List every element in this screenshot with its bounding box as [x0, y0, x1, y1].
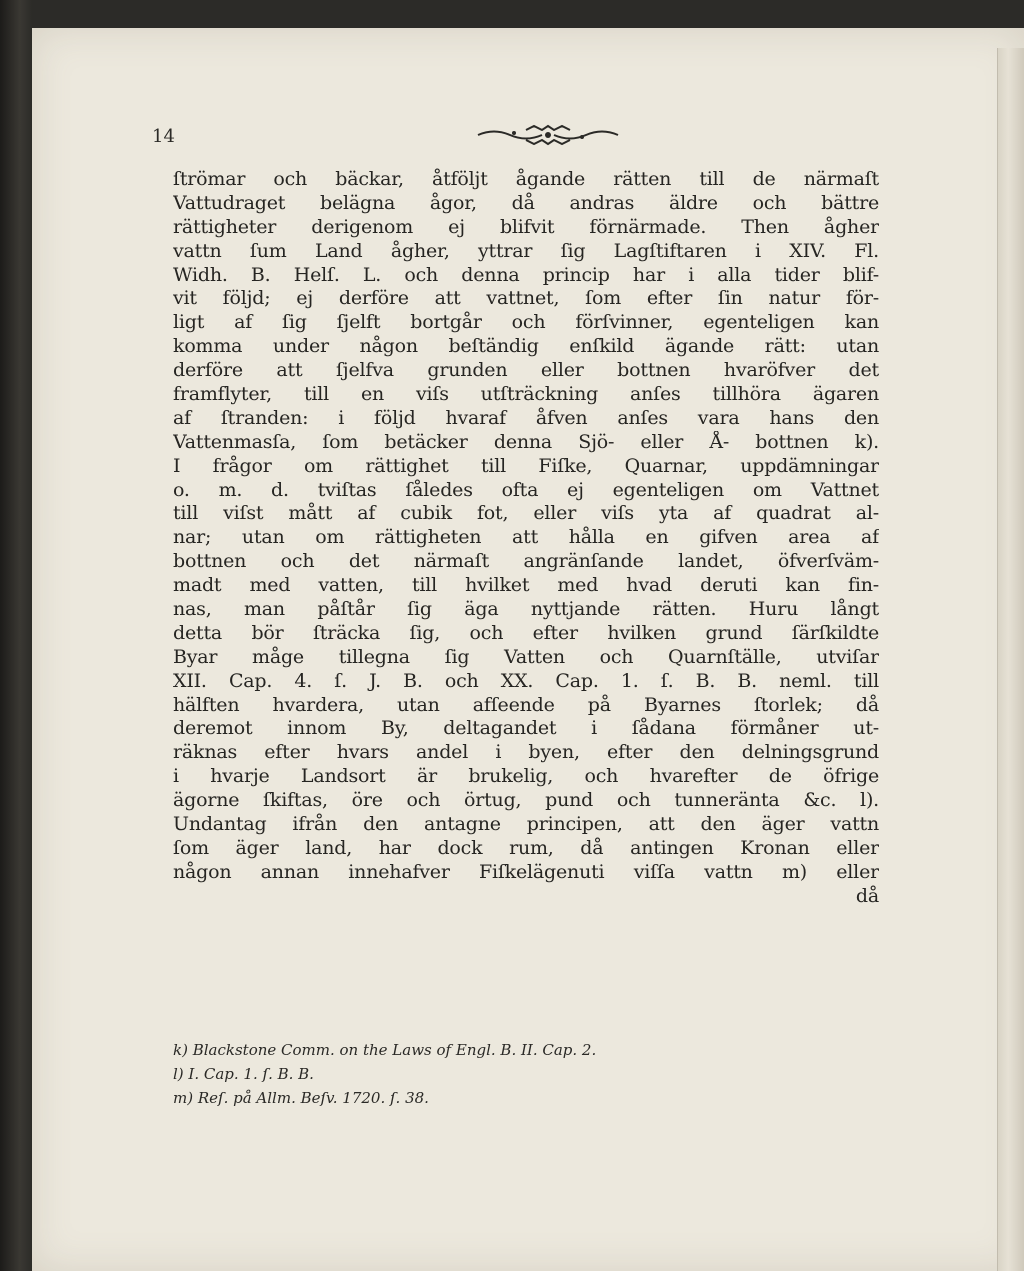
- text-line: räknas efter hvars andel i byen, efter den delningsgrund: [173, 741, 879, 764]
- body-text: [173, 168, 879, 909]
- text-line: vattn ſum Land ågher, yttrar ſig Lagſtiftaren i XIV. Fl.: [173, 239, 879, 262]
- text-line: nas, man påſtår ſig äga nyttjande rätten. Huru långt: [173, 598, 879, 621]
- footnote-k: k) Blackstone Comm. on the Laws of Engl. B. II. Cap. 2.: [173, 1041, 597, 1059]
- footnote-m: m) Reſ. på Allm. Beſv. 1720. ſ. 38.: [173, 1089, 429, 1107]
- text-line: nar; utan om rättigheten att hålla en gifven area af: [173, 526, 879, 549]
- text-line: derföre att ſjelfva grunden eller bottnen hvaröfver det: [173, 359, 879, 382]
- text-line: I frågor om rättighet till Fiſke, Quarnar, uppdämningar: [173, 454, 879, 477]
- text-line: någon annan innehafver Fiſkelägenuti viſſa vattn m) eller: [173, 860, 879, 883]
- text-line: komma under någon beſtändig enſkild ägande rätt: utan: [173, 335, 879, 358]
- text-line: ligt af ſig ſjelft bortgår och förſvinner, egenteligen kan: [173, 311, 879, 334]
- text-line: madt med vatten, till hvilket med hvad deruti kan fin-: [173, 574, 879, 597]
- text-line: ſtrömar och bäckar, åtföljt ågande rätten till de närmaſt: [173, 168, 879, 190]
- text-line: XII. Cap. 4. ſ. J. B. och XX. Cap. 1. ſ. B. B. neml. till: [173, 669, 879, 692]
- text-line: ägorne ſkiftas, öre och örtug, pund och tunneränta &c. l).: [173, 789, 879, 812]
- page-number: 14: [152, 126, 175, 147]
- text-line: rättigheter derigenom ej blifvit förnärmade. Then ågher: [173, 215, 879, 238]
- footnote-l: l) I. Cap. 1. ſ. B. B.: [173, 1065, 314, 1083]
- text-line: af ſtranden: i följd hvaraf åfven anſes vara hans den: [173, 406, 879, 429]
- text-line: Widh. B. Helſ. L. och denna princip har i alla tider blif-: [173, 263, 879, 286]
- text-line: Byar måge tillegna ſig Vatten och Quarnſtälle, utviſar: [173, 645, 879, 668]
- text-line: framflyter, till en viſs utſträckning anſes tillhöra ägaren: [173, 383, 879, 406]
- text-line: Vattenmasſa, ſom betäcker denna Sjö- eller Å- bottnen k).: [173, 430, 879, 453]
- text-line: ſom äger land, har dock rum, då antingen Kronan eller: [173, 836, 879, 859]
- text-line: bottnen och det närmaſt angränſande landet, öfverſväm-: [173, 550, 879, 573]
- text-line: deremot innom By, deltagandet i ſådana förmåner ut-: [173, 717, 879, 740]
- text-line: Vattudraget belägna ågor, då andras äldre och bättre: [173, 191, 879, 214]
- next-page-edge: [997, 48, 1024, 1271]
- footnotes: [173, 1038, 879, 1110]
- text-line: till viſst mått af cubik fot, eller viſs yta af quadrat al-: [173, 502, 879, 525]
- text-line: Undantag ifrån den antagne principen, att den äger vattn: [173, 813, 879, 836]
- text-line: detta bör ſträcka ſig, och efter hvilken grund ſärſkildte: [173, 621, 879, 644]
- header-ornament-icon: [474, 124, 622, 146]
- text-line: i hvarje Landsort är brukelig, och hvarefter de öfrige: [173, 765, 879, 788]
- text-line: vit följd; ej derföre att vattnet, ſom efter ſin natur för-: [173, 287, 879, 310]
- catchword: då: [855, 884, 879, 907]
- text-line: o. m. d. tviſtas ſåledes ofta ej egenteligen om Vattnet: [173, 478, 879, 501]
- text-line: hälften hvardera, utan afſeende på Byarnes ſtorlek; då: [173, 693, 879, 716]
